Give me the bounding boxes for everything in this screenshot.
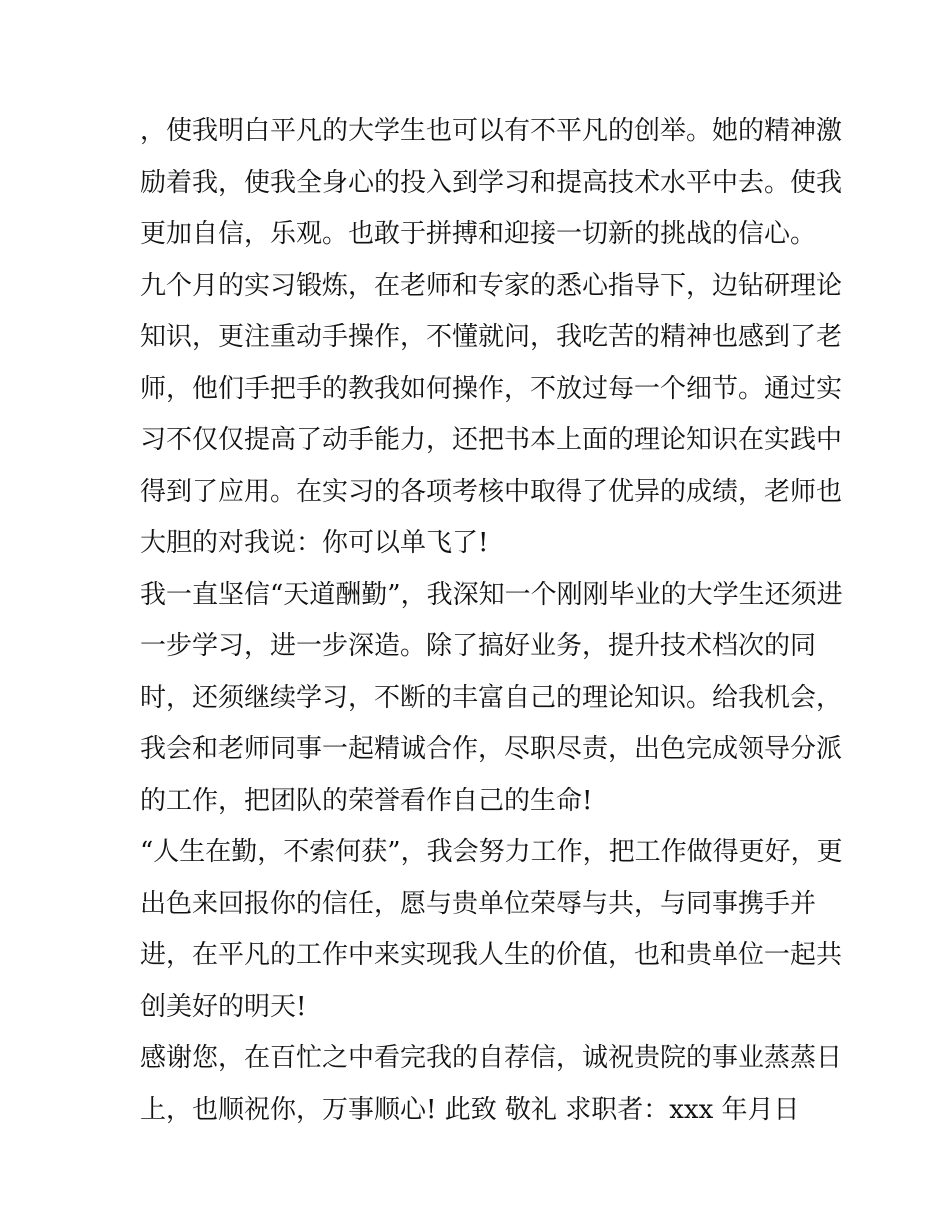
text-line: “人生在勤，不索何获”，我会努力工作，把工作做得更好，更 (140, 837, 843, 867)
text-line: 励着我，使我全身心的投入到学习和提高技术水平中去。使我 (140, 167, 843, 198)
text-line: 九个月的实习锻炼，在老师和专家的悉心指导下，边钻研理论 (140, 270, 843, 301)
text-line: 一步学习，进一步深造。除了搞好业务，提升技术档次的同 (140, 631, 817, 661)
text-line: 我一直坚信“天道酬勤”，我深知一个刚刚毕业的大学生还须进 (140, 579, 843, 610)
letter-body (140, 106, 843, 1136)
text-line: 习不仅仅提高了动手能力，还把书本上面的理论知识在实践中 (140, 425, 843, 455)
text-line: 进，在平凡的工作中来实现我人生的价值，也和贵单位一起共 (140, 940, 843, 970)
text-line: 师，他们手把手的教我如何操作，不放过每一个细节。通过实 (140, 373, 843, 404)
text-line: 得到了应用。在实习的各项考核中取得了优异的成绩，老师也 (140, 476, 843, 507)
text-line: 的工作，把团队的荣誉看作自己的生命! (140, 785, 593, 816)
text-line: 上，也顺祝你，万事顺心! 此致 敬礼 求职者：xxx 年月日 (140, 1094, 800, 1125)
text-line: 创美好的明天! (140, 991, 307, 1022)
text-line: 更加自信，乐观。也敢于拼搏和迎接一切新的挑战的信心。 (140, 219, 817, 249)
text-line: 知识，更注重动手操作，不懂就问，我吃苦的精神也感到了老 (140, 322, 843, 352)
text-line: 时，还须继续学习，不断的丰富自己的理论知识。给我机会， (140, 682, 843, 713)
text-line: 出色来回报你的信任，愿与贵单位荣辱与共，与同事携手并 (140, 888, 817, 919)
text-line: 我会和老师同事一起精诚合作，尽职尽责，出色完成领导分派 (140, 734, 843, 764)
text-line: 感谢您，在百忙之中看完我的自荐信，诚祝贵院的事业蒸蒸日 (140, 1043, 843, 1073)
text-line: 大胆的对我说：你可以单飞了! (140, 528, 489, 558)
text-line: ，使我明白平凡的大学生也可以有不平凡的创举。她的精神激 (140, 116, 843, 146)
